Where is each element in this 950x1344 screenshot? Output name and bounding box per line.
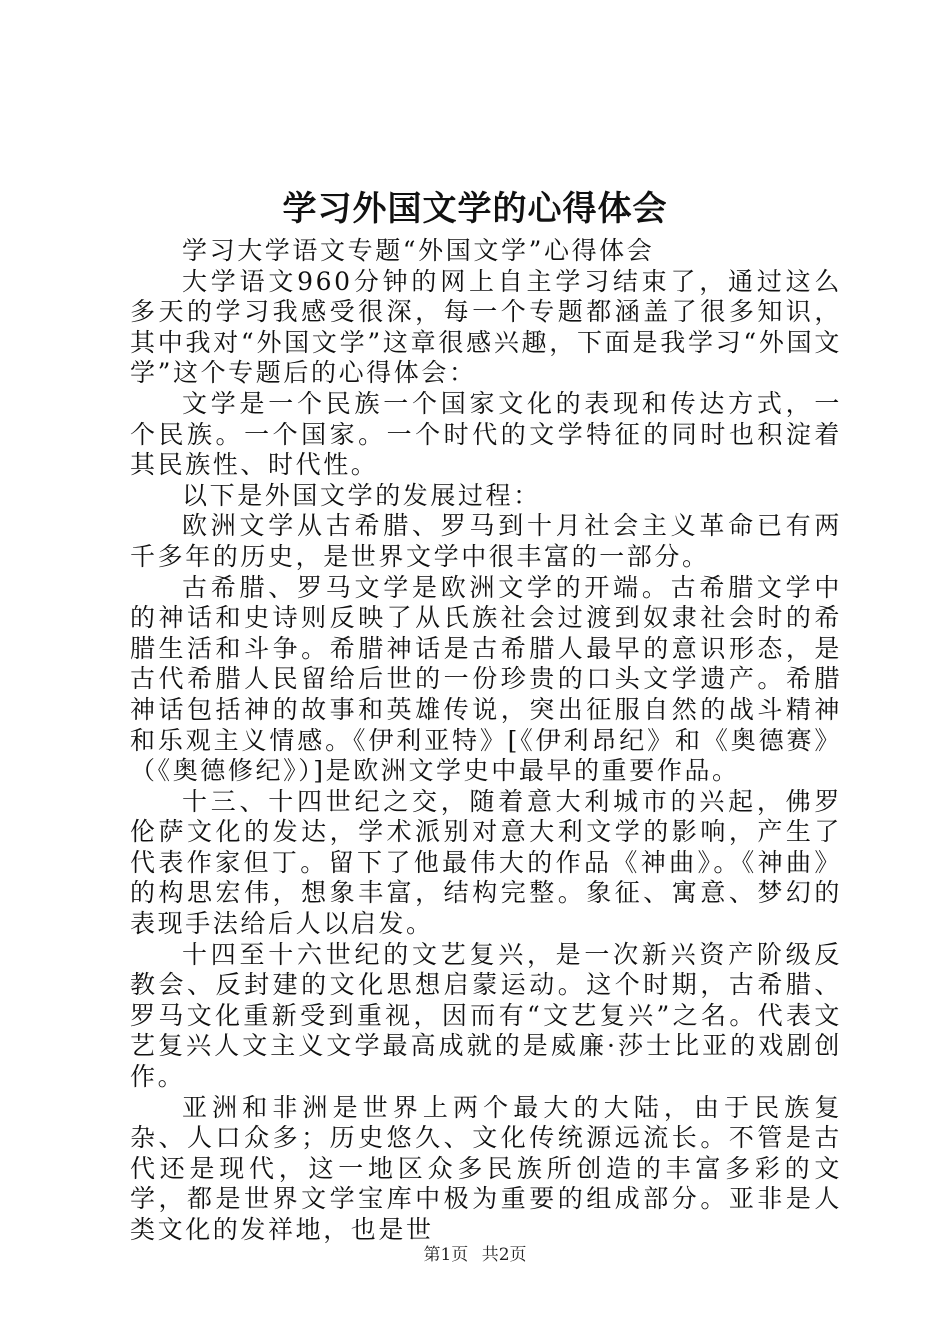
paragraph-renaissance: 十四至十六世纪的文艺复兴，是一次新兴资产阶级反教会、反封建的文化思想启蒙运动。这个时期，古希腊、罗马文化重新受到重视，因而有“文艺复兴”之名。代表文艺复兴人文主义文学最高成就的是威廉·莎士比亚的戏剧创作。 bbox=[130, 939, 842, 1092]
paragraph-literature-definition: 文学是一个民族一个国家文化的表现和传达方式，一个民族。一个国家。一个时代的文学特征的同时也积淀着其民族性、时代性。 bbox=[130, 388, 842, 480]
paragraph-greek-roman: 古希腊、罗马文学是欧洲文学的开端。古希腊文学中的神话和史诗则反映了从氏族社会过渡到奴隶社会时的希腊生活和斗争。希腊神话是古希腊人最早的意识形态，是古代希腊人民留给后世的一份珍贵的口头文学遗产。希腊神话包括神的故事和英雄传说，突出征服自然的战斗精神和乐观主义情感。《伊利亚特》[《伊利昂纪》和《奥德赛》（《奥德修纪》）]是欧洲文学史中最早的重要作品。 bbox=[130, 572, 842, 786]
page-footer bbox=[0, 1244, 950, 1266]
paragraph-intro: 大学语文960分钟的网上自主学习结束了，通过这么多天的学习我感受很深，每一个专题都涵盖了很多知识，其中我对“外国文学”这章很感兴趣，下面是我学习“外国文学”这个专题后的心得体会： bbox=[130, 266, 842, 388]
document-title: 学习外国文学的心得体会 bbox=[282, 189, 668, 229]
paragraph-development-lead: 以下是外国文学的发展过程： bbox=[182, 480, 541, 510]
document-body bbox=[130, 236, 842, 1246]
paragraph-dante: 十三、十四世纪之交，随着意大利城市的兴起，佛罗伦萨文化的发达，学术派别对意大利文学的影响，产生了代表作家但丁。留下了他最伟大的作品《神曲》。《神曲》的构思宏伟，想象丰富，结构完整。象征、寓意、梦幻的表现手法给后人以启发。 bbox=[130, 786, 842, 939]
paragraph-subtitle: 学习大学语文专题“外国文学”心得体会 bbox=[182, 236, 655, 265]
paragraph-european-literature: 欧洲文学从古希腊、罗马到十月社会主义革命已有两千多年的历史，是世界文学中很丰富的一部分。 bbox=[130, 511, 842, 571]
page-total: 共2页 bbox=[481, 1245, 527, 1265]
paragraph-asia-africa: 亚洲和非洲是世界上两个最大的大陆，由于民族复杂、人口众多；历史悠久、文化传统源远流长。不管是古代还是现代，这一地区众多民族所创造的丰富多彩的文学，都是世界文学宝库中极为重要的组成部分。亚非是人类文化的发祥地，也是世 bbox=[130, 1092, 842, 1244]
page-number: 第1页 bbox=[423, 1245, 469, 1265]
